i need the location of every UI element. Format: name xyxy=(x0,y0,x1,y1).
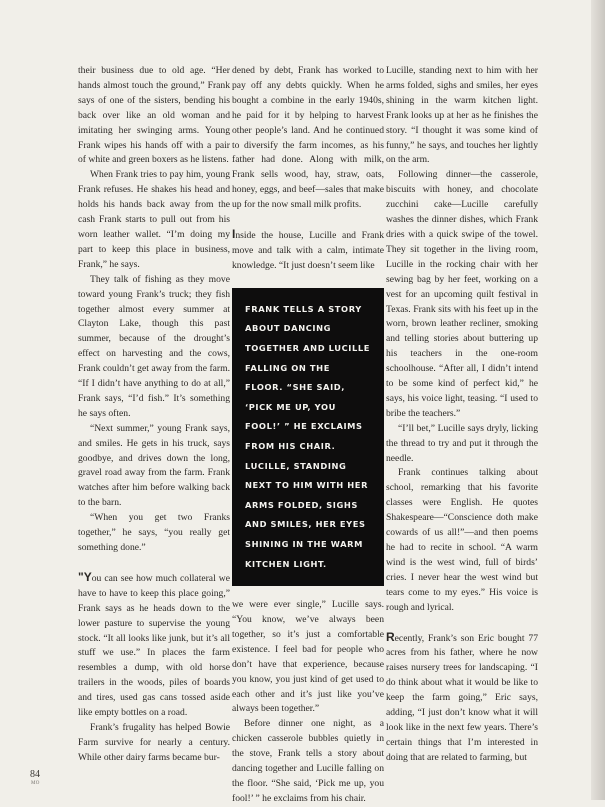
article-column-2 xyxy=(232,64,384,807)
folio-mark: MO xyxy=(31,781,40,786)
page-edge-shadow xyxy=(591,0,605,800)
section-paragraph xyxy=(386,630,538,766)
section-initial: I xyxy=(232,227,236,242)
section-text: ecently, Frank’s son Eric bought 77 acres from his father, where he now raises nursery trees for landscaping. “I do think about what it would be like to keep the farm going,” Eric says, adding, “I just don’t know what it will look like in the next few years. There’s certain things that I’m interested in doing that are related to farming, but xyxy=(386,632,538,763)
section-text: ou can see how much collateral we have to have to keep this place going,” Frank says as he heads down to the lower pasture to supervise the young stock. “It all looks like junk, but it’s all stuff we use.” In places the farm resembles a dump, with old horse trailers in the woods, piles of boards and tires, used gas cans tossed aside like empty bottles on a road. xyxy=(78,572,230,719)
paragraph: Frank’s frugality has helped Bowie Farm survive for nearly a century. While other dairy farms became bur- xyxy=(78,721,230,763)
section-initial: "Y xyxy=(78,569,92,584)
paragraph: “When you get two Franks together,” he says, “you really get something done.” xyxy=(78,512,230,553)
paragraph: dened by debt, Frank has worked to pay off any debts quickly. When he bought a combine in the early 1940s, he paid for it by helping to harvest other people’s land. And he continued to diversify the farm incomes, as his father had done. Along with milk, Frank sells wood, hay, straw, oats, honey, eggs, and beef—sales that make up for the now small milk profits. xyxy=(232,65,384,211)
paragraph: their business due to old age. “Her hands almost touch the ground,” Frank says of one of the sisters, bending his back over like an old woman and imitating her swinging arms. Young Frank wipes his hands off with a pair of white and green boxers as he listens. xyxy=(78,65,230,166)
section-text: nside the house, Lucille and Frank move and talk with a calm, intimate knowledge. “It just doesn’t seem like xyxy=(232,230,384,271)
paragraph: Before dinner one night, as a chicken casserole bubbles quietly in the stove, Frank tells a story about dancing together and Lucille falling on the floor. “She said, ‘Pick me up, you fool!’ ” he exclaims from his chair. xyxy=(232,718,384,804)
article-column-1 xyxy=(78,64,230,766)
section-paragraph xyxy=(232,227,384,274)
paragraph: When Frank tries to pay him, young Frank refuses. He shakes his head and holds his hands back away from the cash Frank starts to pull out from his worn leather wallet. “I’m doing my part to keep this place in business, Frank,” he says. xyxy=(78,169,230,270)
page-number: 84 xyxy=(30,769,40,780)
section-paragraph xyxy=(78,570,230,721)
paragraph: Frank continues talking about school, remarking that his favorite classes were English. He quotes Shakespeare—“Conscience doth make cowards of us all!”—and then poems he had to recite in school. “A warm wind is the west wind, full of birds’ cries. I never hear the west wind but tears come to my eyes.” His voice is rough and lyrical. xyxy=(386,467,538,613)
paragraph: Lucille, standing next to him with her arms folded, sighs and smiles, her eyes shining in the warm kitchen light. Frank looks up at her as he finishes the story. “I thought it was some kind of funny,” he says, and touches her lightly on the arm. xyxy=(386,65,538,166)
paragraph: They talk of fishing as they move toward young Frank’s truck; they fish together almost every summer at Clayton Lake, though this past summer, because of the drought’s effect on harvesting and the cows, Frank couldn’t get away from the farm. “If I didn’t have anything to do at all,” Frank says, “I’d fish.” It’s something he says often. xyxy=(78,273,230,419)
pull-quote: FRANK TELLS A STORY ABOUT DANCING TOGETHER AND LUCILLE FALLING ON THE FLOOR. “SHE SAID, ‘PICK ME UP, YOU FOOL!’ ” HE EXCLAIMS FROM HIS CHAIR. LUCILLE, STANDING NEXT TO HIM WITH HER ARMS FOLDED, SIGHS AND SMILES, HER EYES SHINING IN THE WARM KITCHEN LIGHT. xyxy=(232,288,384,586)
paragraph: we were ever single,” Lucille says. “You know, we’ve always been together, so it’s just a comfortable existence. I feel bad for people who don’t have that experience, because you know, you just kind of get used to each other and it’s just like you’ve always been together.” xyxy=(232,599,384,715)
section-initial: R xyxy=(386,629,395,644)
paragraph: “Next summer,” young Frank says, and smiles. He gets in his truck, says goodbye, and drives down the long, gravel road away from the farm. Frank watches after him before walking back to the barn. xyxy=(78,422,230,509)
paragraph: Following dinner—the casserole, biscuits with honey, and chocolate zucchini cake—Lucille carefully washes the dinner dishes, which Frank dries with a quick swipe of the towel. They sit together in the living room, Lucille in the rocking chair with her sewing bag by her feet, working on a vest for an upcoming quilt festival in Texas. Frank sits with his feet up in the worn, brown leather recliner, smoking and telling stories about buttering up his teachers in the one-room schoolhouse. “After all, I didn’t intend to be some kind of perfect kid,” he says, his voice light, teasing. “I used to bribe the teachers.” xyxy=(386,169,538,419)
paragraph: “I’ll bet,” Lucille says dryly, licking the thread to try and put it through the needle. xyxy=(386,422,538,464)
article-column-3 xyxy=(386,64,538,766)
